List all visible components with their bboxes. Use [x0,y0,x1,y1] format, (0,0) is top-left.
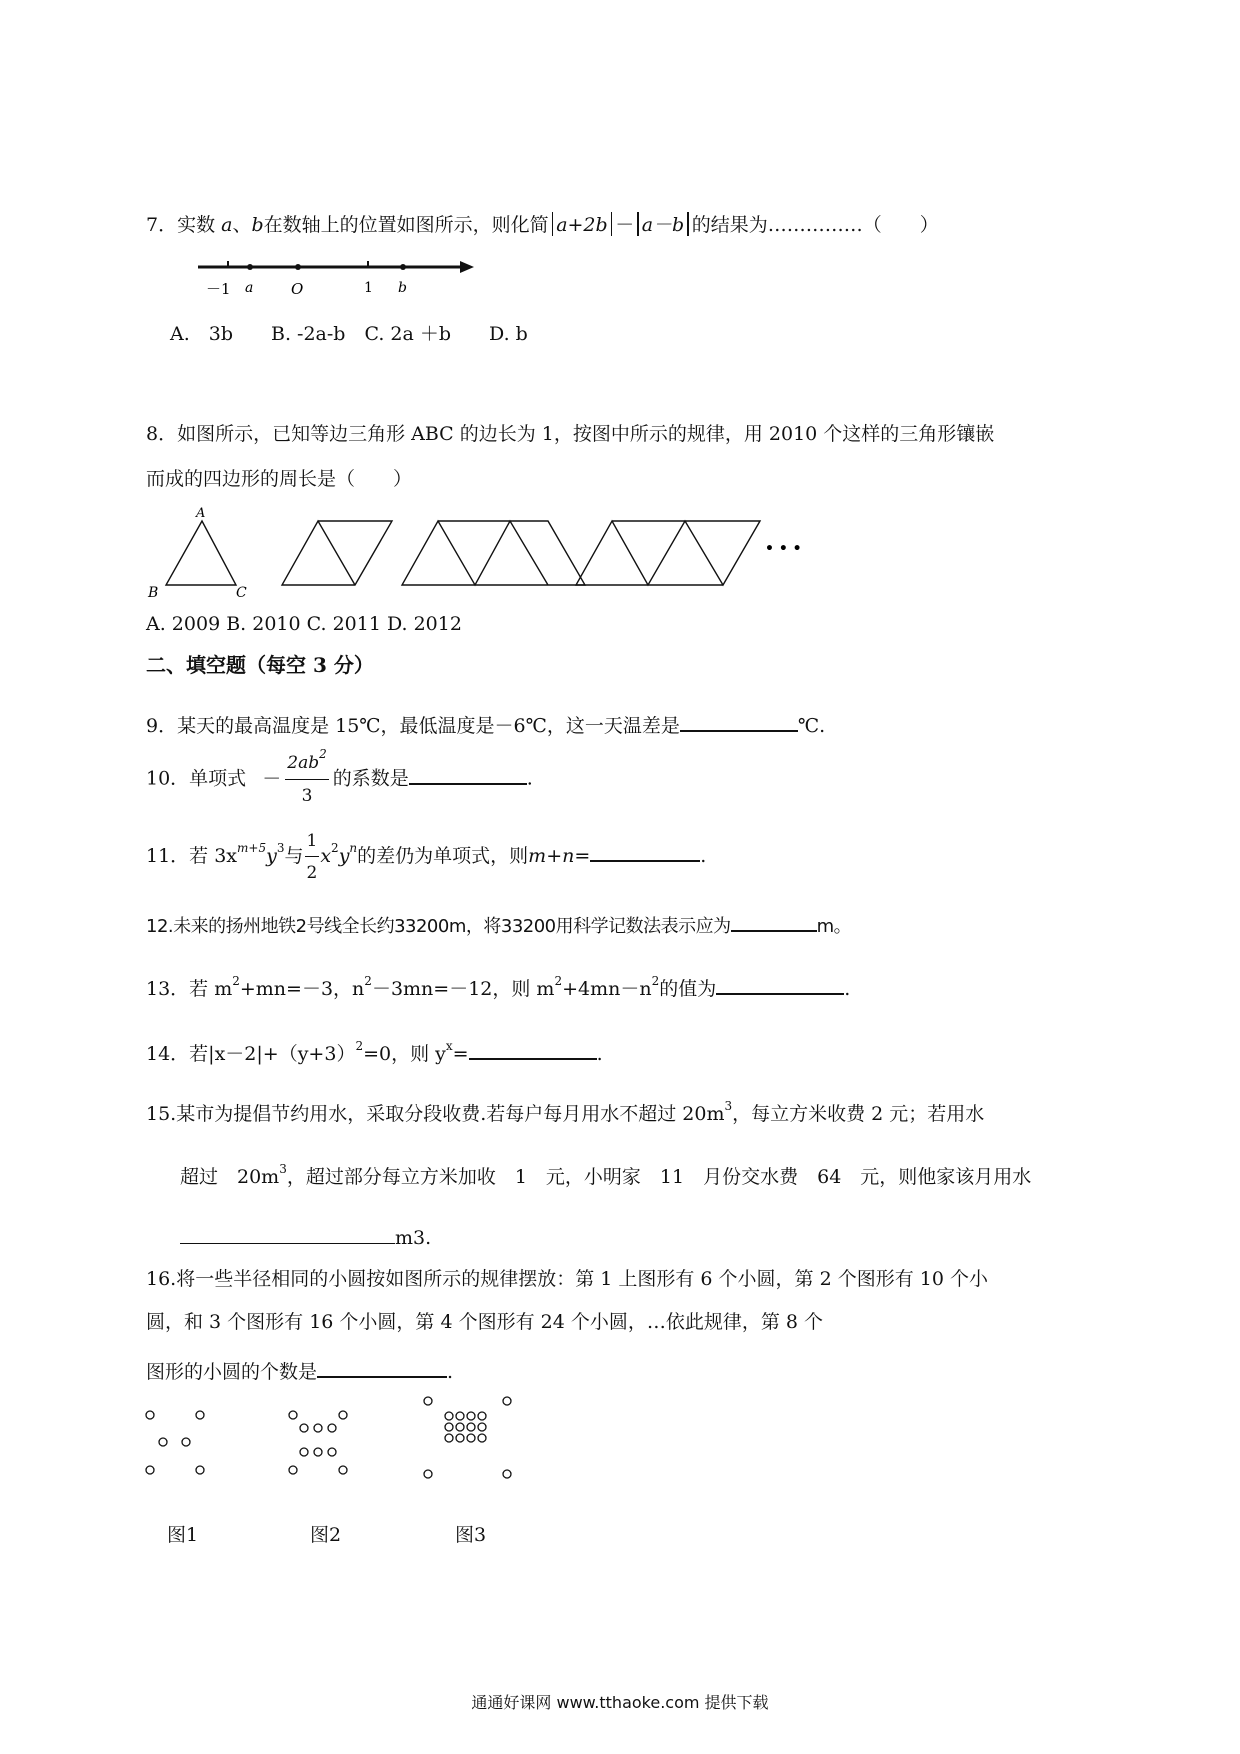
q9-text: 9．某天的最高温度是 15℃，最低温度是－6℃，这一天温差是 [146,715,680,737]
figure-2-caption: 图2 [310,1524,342,1546]
circle-pattern-figures [140,1395,540,1515]
q10-period: . [526,767,533,790]
q14-exp1: 2 [355,1039,364,1053]
q11-period: . [700,845,707,867]
continuation-dots: • • • [765,541,802,557]
q11-text-a: 11．若 3x [146,845,238,867]
q14 [146,1040,603,1064]
axis-label-a: a [245,280,254,296]
q10-numerator-text: 2ab [287,753,320,773]
q16-line1: 16.将一些半径相同的小圆按如图所示的规律摆放：第 1 上图形有 6 个小圆，第 2 个图形有 10 个小 [146,1268,988,1290]
q7-text-a: 实数 [177,214,216,236]
q15-line2-exp: 3 [279,1162,287,1176]
axis-label-b: b [398,280,407,296]
vertex-b-label: B [148,585,159,601]
q10-text-a: 10．单项式 [146,767,247,790]
abs-bar [611,212,613,236]
q13-exp3: 2 [554,974,563,988]
q13-exp1: 2 [232,974,240,988]
q16-line3-text: 图形的小圆的个数是 [146,1361,318,1383]
q15-line1-exp: 3 [724,1099,733,1113]
q13-text-1: +mn=－3，n [239,978,365,1000]
number-line-figure [190,255,480,305]
q9-unit: ℃. [797,715,826,737]
q11-exp-b: 3 [276,841,285,855]
q7-abs1: a+2b [556,214,608,236]
q7-var-a: a [221,214,233,236]
vertex-a-label: A [196,506,206,521]
q13-exp2: 2 [364,974,372,988]
q15-line2 [180,1162,1032,1188]
q15-line1 [146,1099,985,1125]
q11-x-b: x [320,845,332,867]
triangle-tiling-figure [140,505,820,605]
q11-frac-denominator: 2 [306,863,318,883]
q7-sep: 、 [232,214,252,236]
q12 [146,912,851,936]
axis-label-minus1: －1 [206,280,231,298]
q8-options: A. 2009 B. 2010 C. 2011 D. 2012 [146,613,462,635]
q13-answer-blank[interactable] [716,975,844,995]
q11-with: 与 [284,845,304,867]
q15-line3 [180,1225,431,1248]
q13-text-3: +4mn－n [562,978,652,1000]
q11-mn: m+n= [528,845,591,867]
abs-bar [687,212,689,236]
q11-y-b: y [338,845,350,867]
q15-line2-text-a: 超过 20m [180,1166,280,1188]
q13-period: . [844,978,851,1000]
q10-fraction [285,747,328,809]
q11-exp-c: 2 [331,841,339,855]
q10-exponent: 2 [319,747,327,761]
q16-line2: 圆，和 3 个图形有 16 个小圆，第 4 个图形有 24 个小圆，…依此规律，第 8 个 [146,1311,824,1333]
q14-text-2: = [452,1043,469,1065]
q7-minus: － [615,214,635,236]
q15-line1-text-b: ，每立方米收费 2 元；若用水 [732,1103,985,1125]
q8-line1: 8．如图所示，已知等边三角形 ABC 的边长为 1，按图中所示的规律，用 2010 个这样的三角形镶嵌 [146,423,995,445]
q7-text-c: 的结果为……………（ ） [691,214,939,236]
q16-line3 [146,1358,453,1382]
q13-text-a: 13．若 m [146,978,233,1000]
q9-answer-blank[interactable] [680,712,798,732]
figure-1-caption: 图1 [167,1524,199,1546]
q14-text-1: =0，则 y [363,1043,446,1065]
q10-denominator: 3 [301,786,313,806]
q15-answer-blank[interactable] [180,1225,395,1244]
q11 [146,828,706,886]
q14-text-a: 14．若|x－2|+（y+3） [146,1043,356,1065]
q13-text-2: －3mn=－12，则 m [371,978,555,1000]
vertex-c-label: C [236,585,247,601]
q13-text-4: 的值为 [659,978,717,1000]
q11-y-a: y [266,845,277,867]
q14-answer-blank[interactable] [469,1040,597,1060]
q12-text: 12.未来的扬州地铁2号线全长约33200m，将33200用科学记数法表示应为 [146,916,731,937]
q11-frac-numerator: 1 [305,828,320,857]
q7-abs2: a－b [641,214,685,236]
q10 [146,747,533,809]
q7-text-b: 在数轴上的位置如图所示，则化简 [263,214,549,236]
q9 [146,712,825,736]
q15-line2-text-b: ，超过部分每立方米加收 1 元，小明家 11 月份交水费 64 元，则他家该月用水 [286,1166,1032,1188]
q11-exp-d: n [349,841,358,855]
q8-line2: 而成的四边形的周长是（ ） [146,468,413,490]
q14-exp2: x [445,1039,453,1053]
q12-unit: m。 [816,916,852,937]
q11-fraction [305,828,320,886]
q11-text-b: 的差仍为单项式，则 [357,845,529,867]
q11-exp-a: m+5 [237,841,267,855]
section-2-title: 二、填空题（每空 3 分） [146,653,374,677]
q11-answer-blank[interactable] [590,842,700,862]
q14-period: . [596,1043,603,1065]
axis-label-o: O [291,280,304,298]
q7-stem [146,212,939,236]
q15-line1-text-a: 15.某市为提倡节约用水，采取分段收费.若每户每月用水不超过 20m [146,1103,725,1125]
q10-answer-blank[interactable] [409,765,527,785]
q13-exp4: 2 [651,974,660,988]
page-footer: 通通好课网 www.tthaoke.com 提供下载 [471,1693,769,1712]
q10-numerator [285,747,328,780]
q7-options: A. 3b B. -2a-b C. 2a ＋b D. b [170,323,528,345]
q7-var-b: b [251,214,264,236]
q12-answer-blank[interactable] [731,912,817,932]
q15-unit: m3. [395,1227,432,1249]
abs-bar [552,212,554,236]
q16-period: . [447,1361,454,1383]
q16-answer-blank[interactable] [317,1358,447,1378]
q10-text-b: 的系数是 [332,767,409,790]
figure-3-caption: 图3 [455,1524,487,1546]
abs-bar [637,212,639,236]
q13 [146,975,850,999]
q7-number: 7． [146,214,178,236]
axis-label-1: 1 [364,280,373,296]
q10-neg-sign: － [262,767,282,790]
